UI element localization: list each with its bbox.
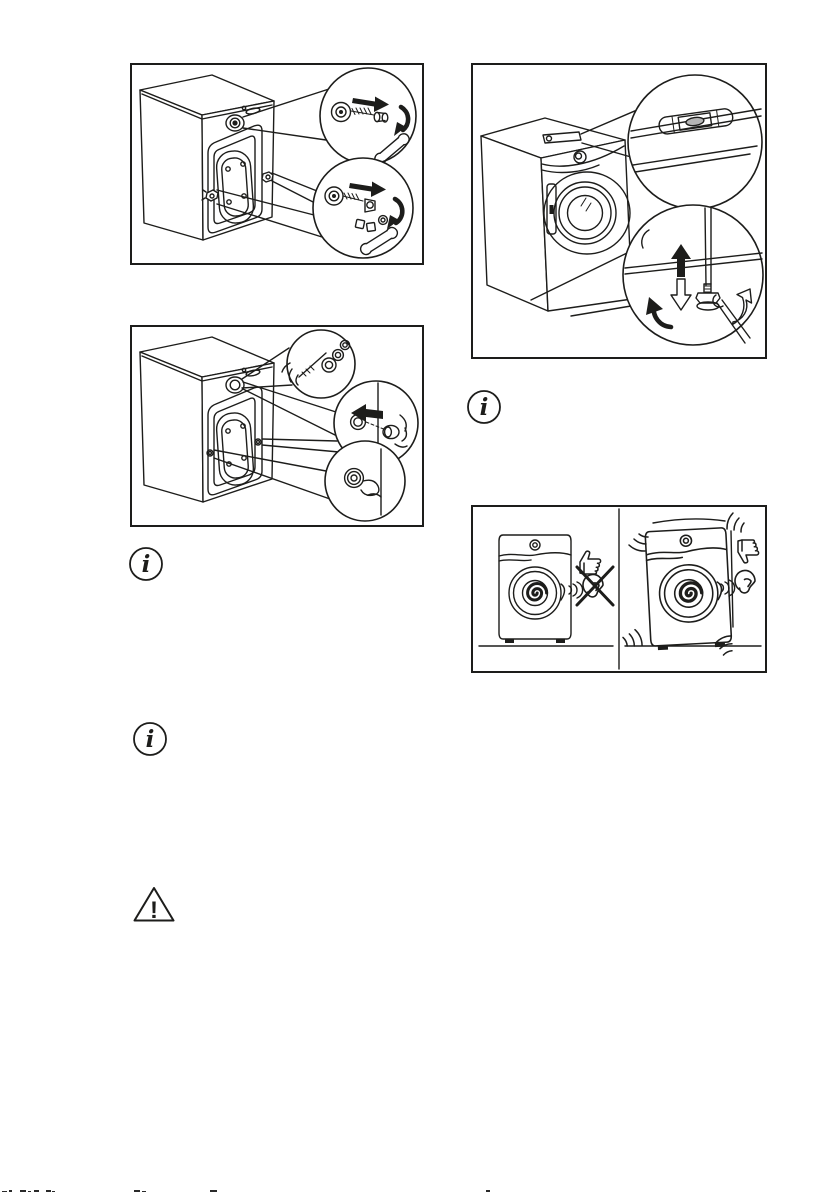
vibration-comparison-illustration bbox=[473, 507, 765, 671]
clipped-text-fragments bbox=[0, 1183, 500, 1192]
info-glyph: i bbox=[145, 726, 155, 753]
thumbs-down-icon bbox=[738, 540, 759, 563]
info-glyph: i bbox=[479, 394, 489, 421]
levelling-illustration bbox=[473, 65, 765, 357]
callout-circle-bolt-kit bbox=[282, 330, 355, 398]
mid-transit-bolt bbox=[262, 172, 273, 182]
info-glyph: i bbox=[141, 551, 151, 578]
callout-circle-lower-bolt bbox=[313, 158, 413, 258]
info-icon bbox=[128, 546, 164, 587]
upper-transit-bolt bbox=[232, 120, 237, 125]
thumbs-up-icon bbox=[580, 551, 601, 574]
warning-icon bbox=[132, 884, 176, 929]
washing-machine-front-3d bbox=[481, 118, 632, 311]
callout-circle-cap-press bbox=[325, 441, 405, 521]
info-icon bbox=[132, 721, 168, 762]
figure-vibration-comparison bbox=[471, 505, 767, 673]
stable-machine-panel bbox=[499, 535, 613, 643]
callout-circle-foot-adjust bbox=[623, 205, 763, 345]
figure-plastic-caps bbox=[130, 325, 424, 527]
vibrating-machine-panel bbox=[621, 513, 759, 657]
warning-glyph: ! bbox=[150, 897, 158, 924]
figure-levelling bbox=[471, 63, 767, 359]
figure-transit-bolt-removal bbox=[130, 63, 424, 265]
info-icon bbox=[466, 389, 502, 430]
transit-bolt-removal-illustration bbox=[132, 65, 422, 263]
callout-circle-spirit-level bbox=[628, 75, 762, 209]
callout-circle-upper-bolt bbox=[320, 68, 416, 166]
plastic-caps-illustration bbox=[132, 327, 422, 525]
